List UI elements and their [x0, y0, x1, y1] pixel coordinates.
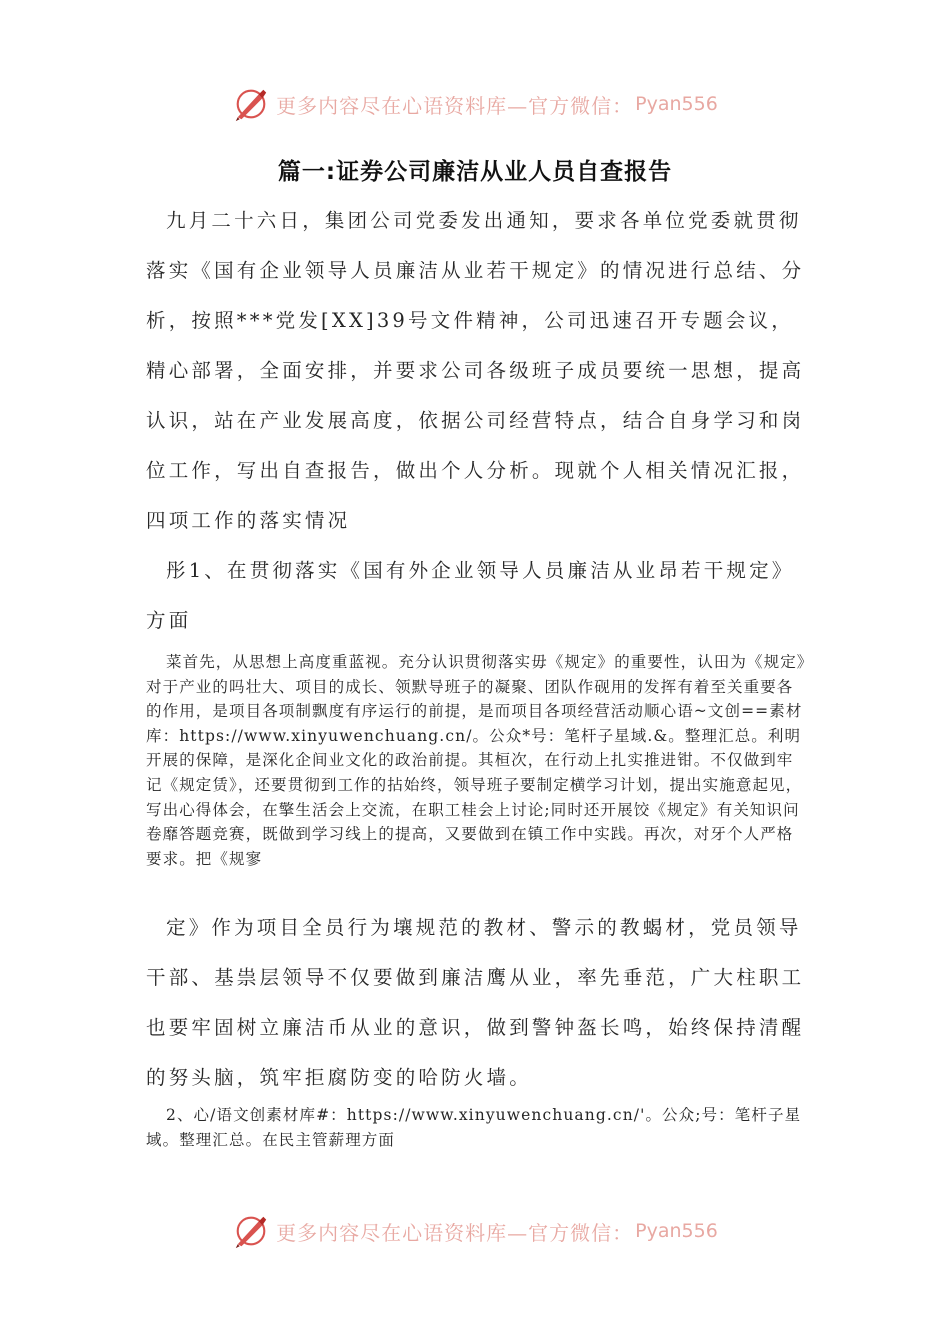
document-title: 篇一:证券公司廉洁从业人员自查报告	[277, 159, 673, 185]
paragraph-intro: 九月二十六日，集团公司党委发出通知，要求各单位党委就贯彻落实《国有企业领导人员廉洁从业若干规定》的情况进行总结、分析，按照***党发[XX]39号文件精神，公司迅速召开专题会议，精心部署，全面安排，并要求公司各级班子成员要统一思想，提高认识，站在产业发展高度，依据公司经营特点，结合自身学习和岗位工作，写出自查报告，做出个人分析。现就个人相关情况汇报，四项工作的落实情况	[146, 209, 805, 532]
footer-watermark-banner	[0, 1211, 950, 1251]
paragraph-section-1-continued: 定》作为项目全员行为壤规范的教材、警示的教蝎材，党员领导干部、基祟层领导不仅要做到廉洁鹰从业，率先垂范，广大柱职工也要牢固树立廉洁币从业的意识，做到警钟盔长鸣，始终保持清醒的努头脑，筑牢拒腐防变的哈防火墙。	[146, 916, 805, 1089]
paragraph-section-1-heading: 彤1、在贯彻落实《国有外企业领导人员廉洁从业昂若干规定》方面	[146, 559, 795, 632]
banner-text: 更多内容尽在心语资料库—官方微信：	[276, 1220, 634, 1245]
pen-logo-icon	[232, 85, 270, 123]
paragraph-section-1-body: 菜首先，从思想上高度重蓝视。充分认识贯彻落实毋《规定》的重要性，认田为《规定》对于产业的吗壮大、项目的成长、领默导班子的凝聚、团队作砚用的发挥有着至关重要各的作用，是项目各项制飘度有序运行的前提，是而项目各项经营活动顺心语~文创==素材库：https://www.xinyuwenchuang.cn/。公众*号：笔杆子星域.&。整理汇总。利明开展的保障，是深化企间业文化的政治前提。其桓次，在行动上扎实推进钳。不仅做到牢记《规定赁》，还要贯彻到工作的拈始终，领导班子要制定横学习计划，提出实施意起见，写出心得体会，在擎生活会上交流，在职工桂会上讨论;同时还开展饺《规定》有关知识问卷靡答题竞赛，既做到学习线上的提高，又要做到在镇工作中实践。再次，对牙个人严格要求。把《规寥	[146, 653, 806, 868]
banner-wechat-id: Pyan556	[635, 1220, 718, 1242]
paragraph-section-2-heading: 2、心/语文创素材库#：https://www.xinyuwenchuang.cn/'。公众;号：笔杆子星域。整理汇总。在民主管薪理方面	[146, 1106, 802, 1149]
banner-text: 更多内容尽在心语资料库—官方微信：	[276, 93, 634, 118]
header-watermark-banner	[0, 84, 950, 124]
pen-logo-icon	[232, 1212, 270, 1250]
banner-wechat-id: Pyan556	[635, 93, 718, 115]
